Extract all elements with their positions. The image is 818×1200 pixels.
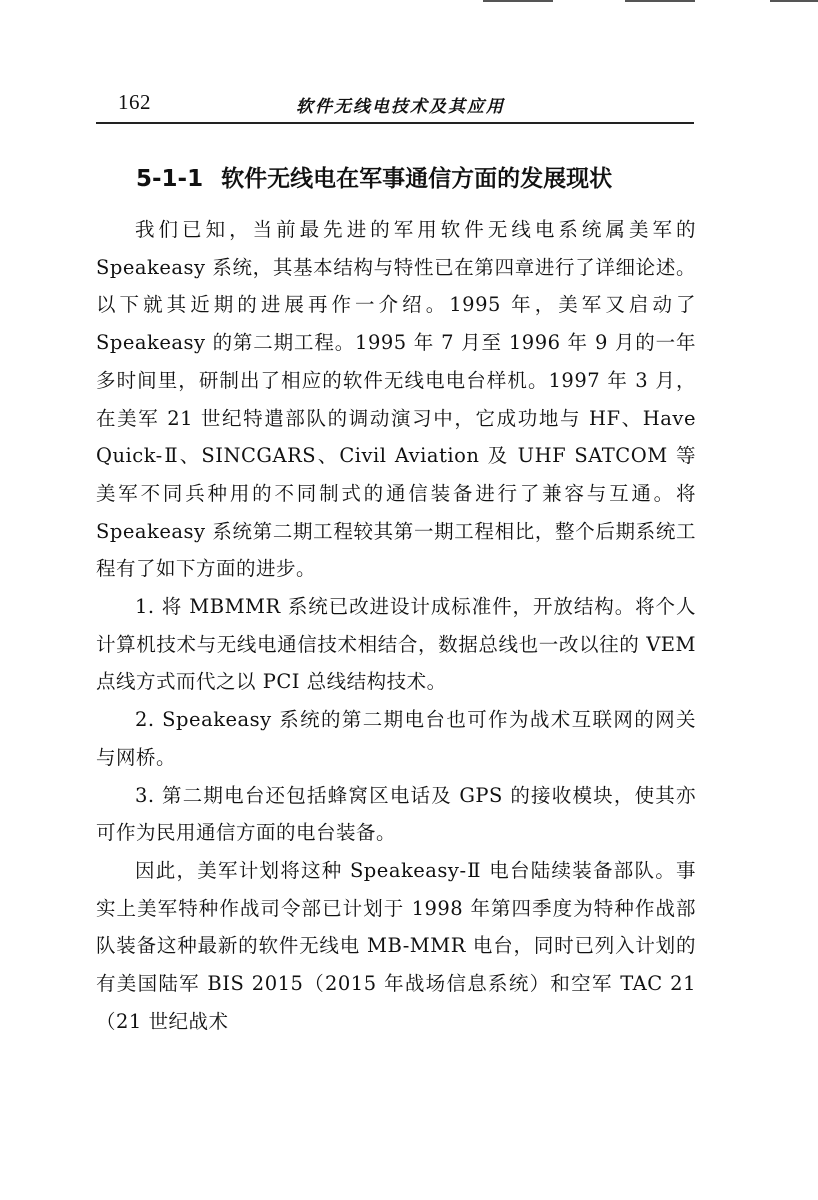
body-text (96, 211, 696, 1040)
paragraph-item-1: 1. 将 MBMMR 系统已改进设计成标准件，开放结构。将个人计算机技术与无线电通信技术相结合，数据总线也一改以往的 VEM 点线方式而代之以 PCI 总线结构技术。 (96, 595, 696, 694)
page-number: 162 (118, 90, 151, 114)
paragraph-item-2: 2. Speakeasy 系统的第二期电台也可作为战术互联网的网关与网桥。 (96, 708, 696, 769)
scan-edge-mark-left (483, 0, 553, 2)
section-heading (136, 160, 612, 193)
running-title: 软件无线电技术及其应用 (296, 97, 505, 117)
paragraph-conclusion: 因此，美军计划将这种 Speakeasy-Ⅱ 电台陆续装备部队。事实上美军特种作战司令部已计划于 1998 年第四季度为特种作战部队装备这种最新的软件无线电 MB-MMR 电台，同时已列入计划的有美国陆军 BIS 2015（2015 年战场信息系统）和空军 TAC 21（21 世纪战术 (96, 858, 696, 1033)
paragraph-intro: 我们已知，当前最先进的军用软件无线电系统属美军的 Speakeasy 系统，其基本结构与特性已在第四章进行了详细论述。以下就其近期的进展再作一介绍。1995 年，美军又启动了 Speakeasy 的第二期工程。1995 年 7 月至 1996 年 9 月的一年多时间里，研制出了相应的软件无线电电台样机。1997 年 3 月，在美军 21 世纪特遣部队的调动演习中，它成功地与 HF、Have Quick-Ⅱ、SINCGARS、Civil Aviation 及 UHF SATCOM 等美军不同兵种用的不同制式的通信装备进行了兼容与互通。将 Speakeasy 系统第二期工程较其第一期工程相比，整个后期系统工程有了如下方面的进步。 (96, 218, 696, 581)
header-rule (96, 122, 694, 124)
running-header (96, 84, 694, 124)
section-title: 软件无线电在军事通信方面的发展现状 (221, 166, 613, 192)
scan-edge-mark-right (770, 0, 818, 2)
paragraph-item-3: 3. 第二期电台还包括蜂窝区电话及 GPS 的接收模块，使其亦可作为民用通信方面的电台装备。 (96, 783, 696, 845)
section-number: 5-1-1 (136, 166, 204, 192)
scan-edge-mark-middle (625, 0, 695, 2)
